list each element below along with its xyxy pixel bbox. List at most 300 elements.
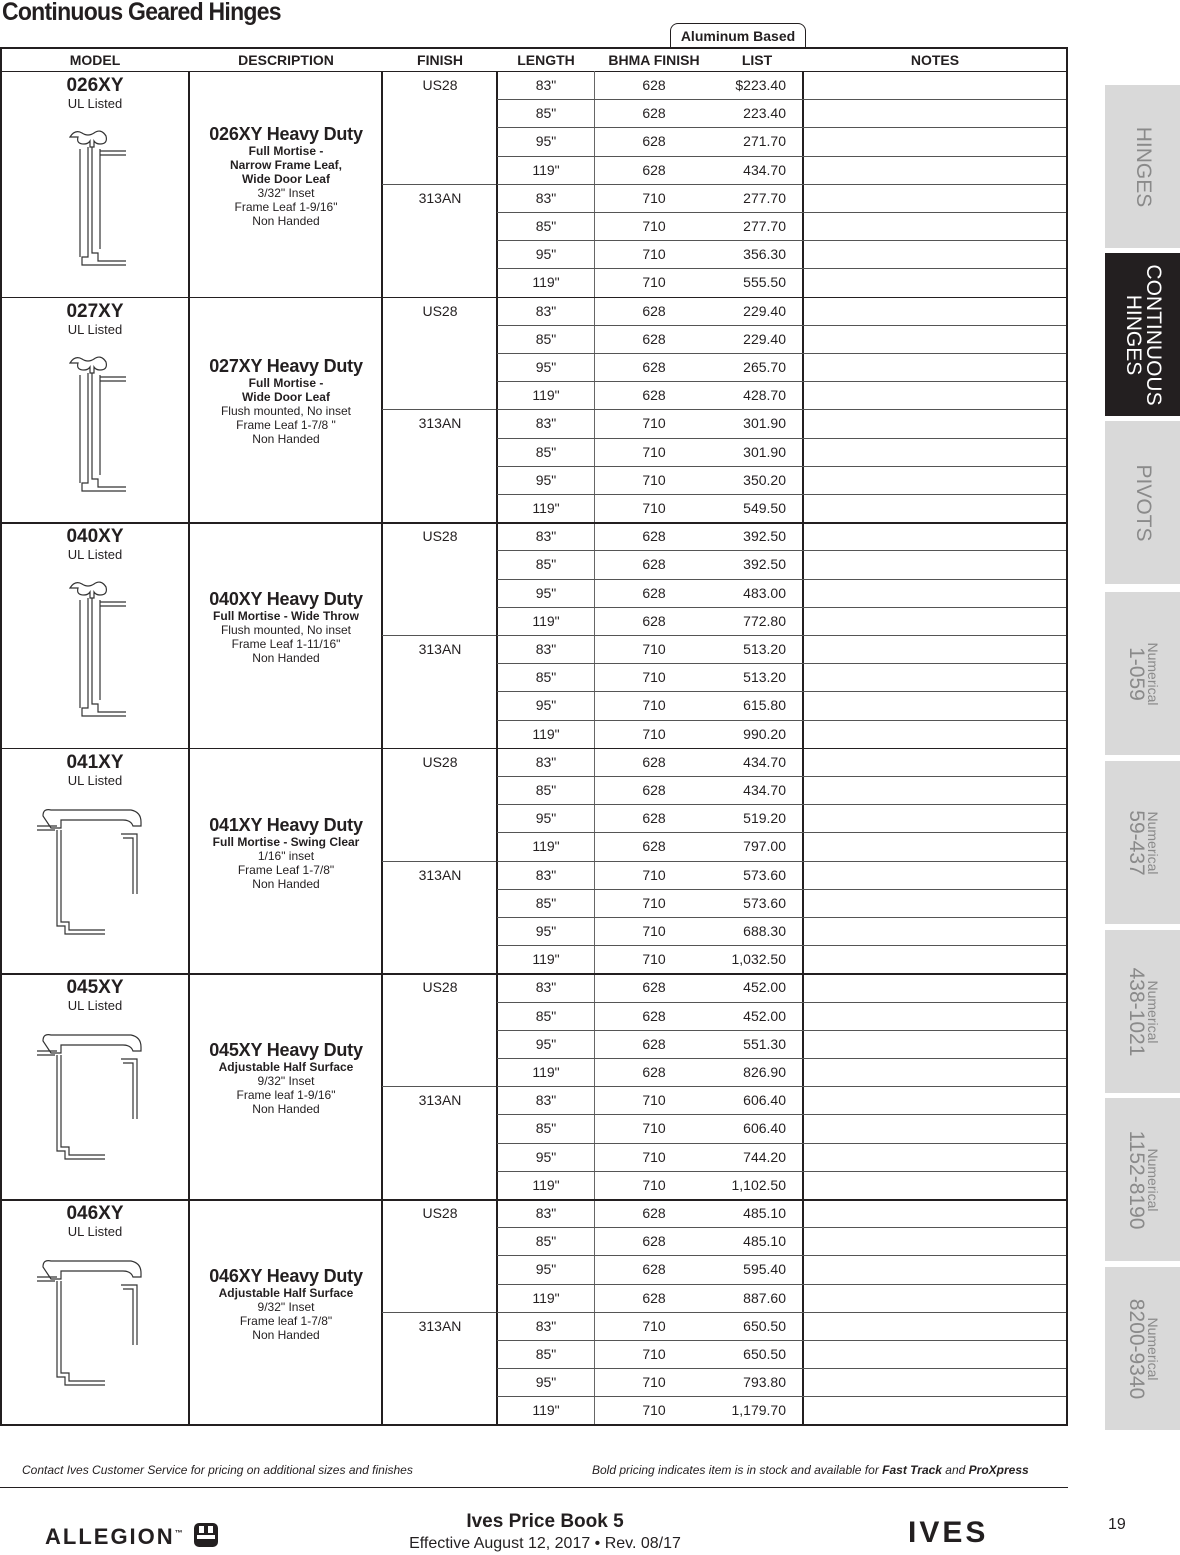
- footer-note-left: Contact Ives Customer Service for pricing on additional sizes and finishes: [22, 1463, 413, 1477]
- bhma-cell: 710: [642, 641, 666, 657]
- length-cell: 119": [532, 838, 560, 855]
- footer-note-right: Bold pricing indicates item is in stock and available for Fast Track and ProXpress: [592, 1463, 1029, 1477]
- ives-logo: IVES: [908, 1516, 989, 1549]
- description-line: 9/32" Inset: [257, 1299, 315, 1314]
- length-cell: 95": [535, 697, 557, 714]
- header-notes: NOTES: [910, 52, 960, 68]
- list-price-cell: 551.30: [743, 1035, 786, 1052]
- description-cell: [190, 356, 382, 446]
- description-bold-line: Wide Door Leaf: [242, 171, 330, 186]
- bhma-cell: 628: [642, 1035, 666, 1052]
- bhma-cell: 628: [642, 979, 666, 996]
- bhma-cell: 710: [642, 1402, 666, 1419]
- row-divider: [497, 156, 1066, 157]
- row-divider: [497, 1340, 1066, 1341]
- description-line: Frame Leaf 1-11/16": [231, 637, 341, 651]
- row-divider: [497, 1255, 1066, 1256]
- section-tab[interactable]: [1105, 1267, 1180, 1433]
- list-price-cell: 434.70: [743, 753, 786, 770]
- row-divider: [497, 917, 1066, 918]
- bhma-cell: 628: [642, 1205, 666, 1221]
- list-price-cell: 301.90: [743, 443, 786, 460]
- bhma-cell: 710: [642, 274, 666, 291]
- row-divider: [497, 1284, 1066, 1285]
- description-line: Frame Leaf 1-7/8": [237, 862, 335, 877]
- section-tab-label: 1-059: [1124, 646, 1148, 701]
- bhma-cell: 628: [642, 556, 666, 573]
- list-price-cell: 549.50: [743, 500, 786, 516]
- bhma-cell: 710: [642, 1120, 666, 1137]
- hinge-profile-icon: [35, 1027, 155, 1177]
- header-description: DESCRIPTION: [238, 52, 334, 68]
- row-divider: [497, 409, 1066, 410]
- bhma-cell: 628: [642, 330, 666, 347]
- list-price-cell: 434.70: [743, 161, 786, 178]
- bhma-cell: 710: [642, 443, 666, 460]
- ul-listed-label: UL Listed: [67, 998, 123, 1014]
- finish-cell: 313AN: [418, 1092, 462, 1109]
- row-divider: [497, 1002, 1066, 1003]
- list-price-cell: 573.60: [743, 894, 786, 911]
- length-cell: 85": [535, 330, 557, 347]
- length-cell: 95": [535, 810, 557, 827]
- list-price-cell: 797.00: [743, 838, 786, 855]
- row-divider: [497, 1143, 1066, 1144]
- list-price-cell: 350.20: [743, 471, 786, 488]
- section-tab-sublabel: Numerical: [1144, 810, 1161, 875]
- list-price-cell: 688.30: [743, 923, 786, 939]
- bhma-cell: 710: [642, 894, 666, 911]
- finish-cell: US28: [422, 302, 458, 319]
- length-cell: 85": [535, 1346, 557, 1362]
- list-price-cell: 772.80: [743, 612, 786, 629]
- bhma-cell: 710: [642, 866, 666, 883]
- list-price-cell: 485.10: [743, 1205, 786, 1221]
- ul-listed-label: UL Listed: [67, 547, 123, 563]
- row-divider: [497, 325, 1066, 326]
- list-price-cell: 483.00: [743, 584, 786, 601]
- section-tab-sublabel: Numerical: [1144, 1147, 1161, 1211]
- description-bold-line: Narrow Frame Leaf,: [229, 157, 343, 172]
- list-price-cell: 392.50: [743, 556, 786, 573]
- finish-divider: [382, 635, 496, 636]
- bhma-cell: 628: [642, 584, 666, 601]
- section-tab-sublabel: Numerical: [1144, 1316, 1161, 1380]
- row-divider: [497, 212, 1066, 213]
- list-price-cell: 392.50: [743, 528, 786, 545]
- section-tab[interactable]: [1105, 930, 1180, 1096]
- length-cell: 95": [535, 1374, 557, 1391]
- section-tab[interactable]: [1105, 421, 1180, 587]
- ul-listed-label: UL Listed: [67, 321, 123, 337]
- description-line: Frame leaf 1-9/16": [236, 1088, 336, 1103]
- length-cell: 119": [532, 951, 560, 968]
- finish-cell: 313AN: [418, 189, 462, 206]
- row-divider: [497, 240, 1066, 241]
- row-divider: [497, 776, 1066, 777]
- list-price-cell: 744.20: [743, 1148, 786, 1165]
- length-cell: 119": [532, 1289, 560, 1306]
- bhma-cell: 710: [642, 1176, 666, 1193]
- length-cell: 83": [535, 641, 557, 657]
- bhma-cell: 710: [642, 923, 666, 939]
- description-line: Non Handed: [252, 213, 320, 228]
- row-divider: [497, 1368, 1066, 1369]
- finish-cell: US28: [422, 753, 458, 770]
- row-divider: [497, 804, 1066, 805]
- model-cell: [2, 748, 188, 974]
- length-cell: 85": [535, 556, 557, 573]
- bhma-cell: 628: [642, 810, 666, 827]
- length-cell: 119": [532, 612, 560, 629]
- list-price-cell: 990.20: [743, 725, 786, 742]
- row-divider: [497, 550, 1066, 551]
- description-line: Non Handed: [252, 1327, 320, 1342]
- bhma-cell: 710: [642, 1346, 666, 1362]
- page-title: Continuous Geared Hinges: [2, 0, 281, 26]
- list-price-cell: 606.40: [743, 1092, 786, 1109]
- allegion-mark-icon: [193, 1522, 219, 1548]
- row-divider: [497, 861, 1066, 862]
- hinge-profile-icon: [50, 576, 140, 726]
- group-divider: [2, 1199, 1066, 1201]
- description-line: Frame Leaf 1-7/8 ": [236, 418, 336, 433]
- length-cell: 95": [535, 471, 557, 488]
- bhma-cell: 628: [642, 133, 666, 150]
- bhma-cell: 628: [642, 528, 666, 545]
- list-price-cell: 229.40: [743, 302, 786, 319]
- model-code: 026XY: [66, 75, 124, 96]
- row-divider: [497, 1227, 1066, 1228]
- list-price-cell: 793.80: [743, 1374, 786, 1391]
- length-cell: 83": [535, 866, 557, 883]
- row-divider: [497, 720, 1066, 721]
- model-cell: [2, 1199, 188, 1425]
- row-divider: [497, 607, 1066, 608]
- group-divider: [2, 973, 1066, 975]
- bhma-cell: 628: [642, 782, 666, 798]
- bhma-cell: 710: [642, 1374, 666, 1391]
- list-price-cell: 301.90: [743, 415, 786, 432]
- description-line: 1/16" inset: [257, 848, 315, 863]
- bhma-cell: 628: [642, 77, 666, 93]
- row-divider: [497, 691, 1066, 692]
- bhma-cell: 628: [642, 1064, 666, 1080]
- row-divider: [497, 184, 1066, 185]
- row-divider: [497, 381, 1066, 382]
- row-divider: [497, 127, 1066, 128]
- length-cell: 85": [535, 443, 557, 460]
- header-list: LIST: [741, 52, 773, 68]
- row-divider: [497, 889, 1066, 890]
- length-cell: 119": [532, 161, 560, 178]
- bhma-cell: 710: [642, 1317, 666, 1334]
- description-line: Non Handed: [252, 1102, 320, 1117]
- description-bold-line: Adjustable Half Surface: [218, 1060, 354, 1075]
- description-line: 3/32" Inset: [257, 185, 315, 200]
- description-bold-line: Full Mortise - Wide Throw: [213, 609, 359, 623]
- finish-cell: US28: [422, 77, 458, 93]
- length-cell: 83": [535, 753, 557, 770]
- list-price-cell: 452.00: [743, 1007, 786, 1024]
- length-cell: 119": [532, 500, 560, 516]
- length-cell: 119": [532, 1402, 560, 1419]
- section-tab-label: 438-1021: [1124, 967, 1148, 1056]
- description-bold-line: Full Mortise -: [248, 376, 324, 391]
- length-cell: 83": [535, 979, 557, 996]
- finish-divider: [382, 1086, 496, 1087]
- list-price-cell: 887.60: [743, 1289, 786, 1306]
- section-tab-sublabel: Numerical: [1144, 979, 1161, 1043]
- row-divider: [497, 1086, 1066, 1087]
- list-price-cell: 277.70: [743, 189, 786, 206]
- list-price-cell: 513.20: [743, 669, 786, 686]
- list-price-cell: 277.70: [743, 218, 786, 234]
- length-cell: 85": [535, 218, 557, 234]
- bhma-cell: 710: [642, 500, 666, 516]
- row-divider: [497, 1396, 1066, 1397]
- bhma-cell: 628: [642, 753, 666, 770]
- description-bold-line: Full Mortise -: [248, 143, 324, 158]
- list-price-cell: 513.20: [743, 641, 786, 657]
- description-line: Frame Leaf 1-9/16": [234, 199, 338, 214]
- list-price-cell: 485.10: [743, 1233, 786, 1250]
- bhma-cell: 710: [642, 1092, 666, 1109]
- model-code: 027XY: [66, 300, 124, 322]
- description-bold-line: Adjustable Half Surface: [218, 1285, 354, 1300]
- length-cell: 85": [535, 105, 557, 122]
- length-cell: 85": [535, 894, 557, 911]
- description-title: 027XY Heavy Duty: [209, 356, 363, 377]
- model-cell: [2, 71, 188, 297]
- effective-date: Effective August 12, 2017 • Rev. 08/17: [409, 1535, 681, 1552]
- description-cell: [190, 589, 382, 665]
- bhma-cell: 628: [642, 1007, 666, 1024]
- length-cell: 95": [535, 584, 557, 601]
- header-length: LENGTH: [517, 52, 575, 68]
- bhma-cell: 628: [642, 302, 666, 319]
- row-divider: [497, 832, 1066, 833]
- section-tab-label: PIVOTS: [1131, 463, 1155, 542]
- page-number: 19: [1108, 1516, 1126, 1533]
- description-title: 026XY Heavy Duty: [209, 123, 363, 144]
- description-title: 040XY Heavy Duty: [209, 589, 363, 609]
- length-cell: 119": [532, 1176, 560, 1193]
- description-line: Non Handed: [252, 432, 320, 447]
- length-cell: 83": [535, 528, 557, 545]
- bhma-cell: 628: [642, 359, 666, 375]
- row-divider: [497, 1030, 1066, 1031]
- list-price-cell: 1,179.70: [731, 1402, 786, 1419]
- finish-divider: [382, 409, 496, 410]
- row-divider: [497, 635, 1066, 636]
- row-divider: [497, 494, 1066, 495]
- description-line: 9/32" Inset: [257, 1074, 315, 1089]
- section-tab-sublabel: Numerical: [1144, 641, 1161, 706]
- finish-cell: 313AN: [418, 415, 462, 432]
- description-line: Frame leaf 1-7/8": [239, 1313, 333, 1328]
- description-title: 046XY Heavy Duty: [209, 1265, 363, 1286]
- section-tab[interactable]: [1105, 253, 1180, 419]
- length-cell: 83": [535, 1317, 557, 1334]
- table-header: [2, 49, 1066, 72]
- header-bhma-finish: BHMA FINISH: [608, 52, 700, 68]
- finish-cell: US28: [422, 528, 458, 545]
- ul-listed-label: UL Listed: [67, 1224, 123, 1239]
- length-cell: 85": [535, 1120, 557, 1137]
- row-divider: [497, 663, 1066, 664]
- length-cell: 95": [535, 1148, 557, 1165]
- row-divider: [497, 353, 1066, 354]
- group-divider: [2, 748, 1066, 750]
- price-book-title: Ives Price Book 5: [466, 1511, 624, 1532]
- length-cell: 83": [535, 77, 557, 93]
- section-tab-label: 59-437: [1124, 809, 1148, 876]
- row-divider: [497, 945, 1066, 946]
- length-cell: 119": [532, 387, 560, 404]
- price-table: [0, 47, 1068, 1426]
- hinge-profile-icon: [35, 1253, 155, 1403]
- list-price-cell: 223.40: [743, 105, 786, 122]
- section-tab[interactable]: [1105, 592, 1180, 758]
- bhma-cell: 628: [642, 1289, 666, 1306]
- hinge-profile-icon: [35, 802, 155, 952]
- row-divider: [497, 1114, 1066, 1115]
- header-finish: FINISH: [417, 52, 463, 68]
- row-divider: [497, 1058, 1066, 1059]
- length-cell: 83": [535, 1092, 557, 1109]
- bhma-cell: 628: [642, 612, 666, 629]
- bhma-cell: 710: [642, 415, 666, 432]
- list-price-cell: $223.40: [735, 77, 786, 93]
- section-tab-label: 1152-8190: [1124, 1130, 1148, 1229]
- row-divider: [497, 1312, 1066, 1313]
- list-price-cell: 452.00: [743, 979, 786, 996]
- list-price-cell: 606.40: [743, 1120, 786, 1137]
- section-tab-label: HINGES: [1131, 126, 1155, 207]
- model-code: 046XY: [66, 1203, 124, 1224]
- description-line: Flush mounted, No inset: [220, 623, 352, 637]
- length-cell: 95": [535, 246, 557, 263]
- list-price-cell: 650.50: [743, 1346, 786, 1362]
- bhma-cell: 710: [642, 697, 666, 714]
- description-line: Non Handed: [252, 651, 320, 665]
- header-model: MODEL: [69, 52, 121, 68]
- finish-divider: [382, 1312, 496, 1313]
- model-cell: [2, 522, 188, 748]
- section-tab-label: 8200-9340: [1124, 1298, 1148, 1399]
- list-price-cell: 356.30: [743, 246, 786, 263]
- description-bold-line: Full Mortise - Swing Clear: [212, 834, 360, 849]
- length-cell: 95": [535, 1261, 557, 1278]
- length-cell: 85": [535, 669, 557, 686]
- finish-cell: 313AN: [418, 1317, 462, 1334]
- finish-divider: [382, 861, 496, 862]
- description-cell: [190, 1040, 382, 1116]
- length-cell: 95": [535, 359, 557, 375]
- length-cell: 85": [535, 1007, 557, 1024]
- bhma-cell: 710: [642, 218, 666, 234]
- length-cell: 83": [535, 415, 557, 432]
- list-price-cell: 229.40: [743, 330, 786, 347]
- list-price-cell: 826.90: [743, 1064, 786, 1080]
- length-cell: 119": [532, 274, 560, 291]
- section-tab-label: CONTINUOUS HINGES: [1121, 263, 1165, 406]
- list-price-cell: 434.70: [743, 782, 786, 798]
- section-tab[interactable]: [1105, 1098, 1180, 1264]
- bhma-cell: 628: [642, 387, 666, 404]
- bhma-cell: 628: [642, 1261, 666, 1278]
- row-divider: [497, 268, 1066, 269]
- finish-divider: [382, 184, 496, 185]
- bhma-cell: 710: [642, 669, 666, 686]
- section-tab[interactable]: [1105, 761, 1180, 927]
- length-cell: 95": [535, 923, 557, 939]
- length-cell: 119": [532, 725, 560, 742]
- list-price-cell: 265.70: [743, 359, 786, 375]
- bhma-cell: 628: [642, 838, 666, 855]
- hinge-profile-icon: [50, 125, 140, 275]
- bhma-cell: 710: [642, 471, 666, 488]
- length-cell: 95": [535, 1035, 557, 1052]
- length-cell: 85": [535, 782, 557, 798]
- aluminum-based-tab: Aluminum Based: [670, 23, 806, 47]
- description-title: 045XY Heavy Duty: [209, 1040, 363, 1061]
- bhma-cell: 710: [642, 725, 666, 742]
- section-tab[interactable]: [1105, 85, 1180, 251]
- hinge-profile-icon: [50, 351, 140, 501]
- row-divider: [497, 579, 1066, 580]
- list-price-cell: 428.70: [743, 387, 786, 404]
- length-cell: 119": [532, 1064, 560, 1080]
- list-price-cell: 555.50: [743, 274, 786, 291]
- bhma-cell: 710: [642, 1148, 666, 1165]
- model-cell: [2, 297, 188, 523]
- length-cell: 85": [535, 1233, 557, 1250]
- length-cell: 83": [535, 189, 557, 206]
- finish-cell: US28: [422, 1205, 458, 1221]
- bhma-cell: 628: [642, 1233, 666, 1250]
- model-cell: [2, 973, 188, 1199]
- group-divider: [2, 522, 1066, 524]
- bhma-cell: 710: [642, 189, 666, 206]
- bhma-cell: 628: [642, 105, 666, 122]
- description-cell: [190, 124, 382, 228]
- finish-cell: US28: [422, 979, 458, 996]
- list-price-cell: 1,032.50: [731, 951, 786, 968]
- length-cell: 95": [535, 133, 557, 150]
- footer-divider: [0, 1487, 1068, 1488]
- bhma-cell: 710: [642, 951, 666, 968]
- description-line: Flush mounted, No inset: [220, 404, 352, 419]
- list-price-cell: 519.20: [743, 810, 786, 827]
- model-code: 041XY: [66, 751, 124, 773]
- description-bold-line: Wide Door Leaf: [242, 390, 330, 405]
- model-code: 045XY: [66, 977, 124, 999]
- finish-cell: 313AN: [418, 866, 462, 883]
- row-divider: [497, 1171, 1066, 1172]
- list-price-cell: 1,102.50: [731, 1176, 786, 1193]
- list-price-cell: 615.80: [743, 697, 786, 714]
- finish-cell: 313AN: [418, 641, 462, 657]
- row-divider: [497, 438, 1066, 439]
- list-price-cell: 271.70: [743, 133, 786, 150]
- length-cell: 83": [535, 1205, 557, 1221]
- length-cell: 83": [535, 302, 557, 319]
- description-line: Non Handed: [252, 876, 320, 891]
- row-divider: [497, 466, 1066, 467]
- description-cell: [190, 1266, 382, 1342]
